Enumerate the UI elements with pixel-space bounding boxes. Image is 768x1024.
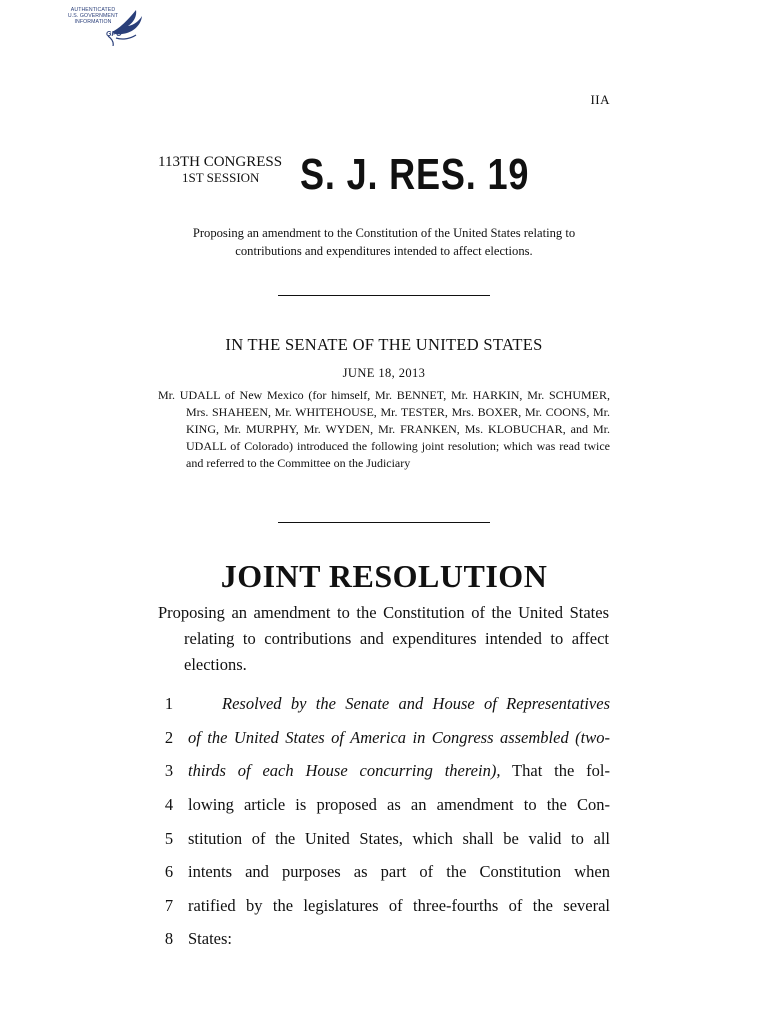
introduction-date: JUNE 18, 2013: [342, 366, 426, 380]
document-type-heading: JOINT RESOLUTION: [220, 558, 548, 594]
eagle-icon: [106, 6, 146, 46]
line-number: 1: [164, 694, 174, 713]
line-text: [188, 929, 610, 949]
gpo-authentication-logo: [62, 4, 148, 48]
congress-number: 113TH CONGRESS: [158, 154, 283, 170]
session-number: 1ST SESSION: [182, 170, 260, 185]
line-number: 2: [164, 728, 174, 747]
line-plain-text: lowing article is proposed as an amendment to the Con-: [188, 795, 610, 814]
line-text: [188, 862, 610, 882]
line-number: 5: [164, 829, 174, 848]
line-number: 3: [164, 761, 174, 780]
logo-line: U.S. GOVERNMENT: [67, 13, 119, 19]
body-line: [160, 862, 610, 884]
body-line: [160, 795, 610, 817]
line-number: 6: [164, 862, 174, 881]
line-text: [188, 829, 610, 849]
line-number: 4: [164, 795, 174, 814]
line-number: 7: [164, 896, 174, 915]
congress-session-block: [158, 154, 282, 186]
sponsors-paragraph: Mr. UDALL of New Mexico (for himself, Mr. BENNET, Mr. HARKIN, Mr. SCHUMER, Mrs. SHAHEEN, Mr. WHITEHOUSE, Mr. TESTER, Mrs. BOXER, Mr. COONS, Mr. KING, Mr. MURPHY, Mr. WYDEN, Mr. FRANKEN, Ms. KLOBUCHAR, and Mr. UDALL of Colorado) introduced the following joint resolution; which was read twice and referred to the Committee on the Judiciary: [158, 388, 610, 470]
body-line: [160, 829, 610, 851]
line-italic-text: Resolved by the Senate and House of Representatives: [222, 694, 610, 713]
line-text: [188, 694, 610, 714]
divider-rule: [278, 522, 490, 523]
divider-rule: [278, 295, 490, 296]
body-line: [160, 694, 610, 716]
logo-gpo: GPO: [106, 31, 122, 38]
short-title: Proposing an amendment to the Constitution of the United States relating to contributions and expenditures intended to affect elections.: [192, 226, 576, 258]
logo-line: AUTHENTICATED: [70, 7, 116, 13]
body-line: [160, 728, 610, 750]
line-italic-text: of the United States of America in Congress assembled (two-: [188, 728, 610, 747]
line-number: 8: [164, 929, 174, 948]
body-line: [160, 761, 610, 783]
line-text: [188, 761, 610, 781]
line-plain-text: States:: [188, 929, 232, 948]
page-code: IIA: [590, 92, 610, 107]
line-plain-text: stitution of the United States, which shall be valid to all: [188, 829, 610, 848]
line-italic-text: thirds of each House concurring therein),: [188, 761, 501, 780]
long-title: Proposing an amendment to the Constitution of the United States relating to contributions and expenditures intended to affect elections.: [158, 603, 609, 674]
bill-number: S. J. RES. 19: [300, 150, 530, 199]
body-line: [160, 929, 610, 951]
line-plain-text: intents and purposes as part of the Constitution when: [188, 862, 610, 881]
line-text: [188, 896, 610, 916]
line-text: [188, 728, 610, 748]
body-line: [160, 896, 610, 918]
line-plain-text: ratified by the legislatures of three-fourths of the several: [188, 896, 610, 915]
logo-line: INFORMATION: [74, 19, 112, 25]
chamber-heading: IN THE SENATE OF THE UNITED STATES: [225, 335, 543, 354]
line-text: [188, 795, 610, 815]
line-plain-text: That the fol-: [500, 761, 611, 780]
